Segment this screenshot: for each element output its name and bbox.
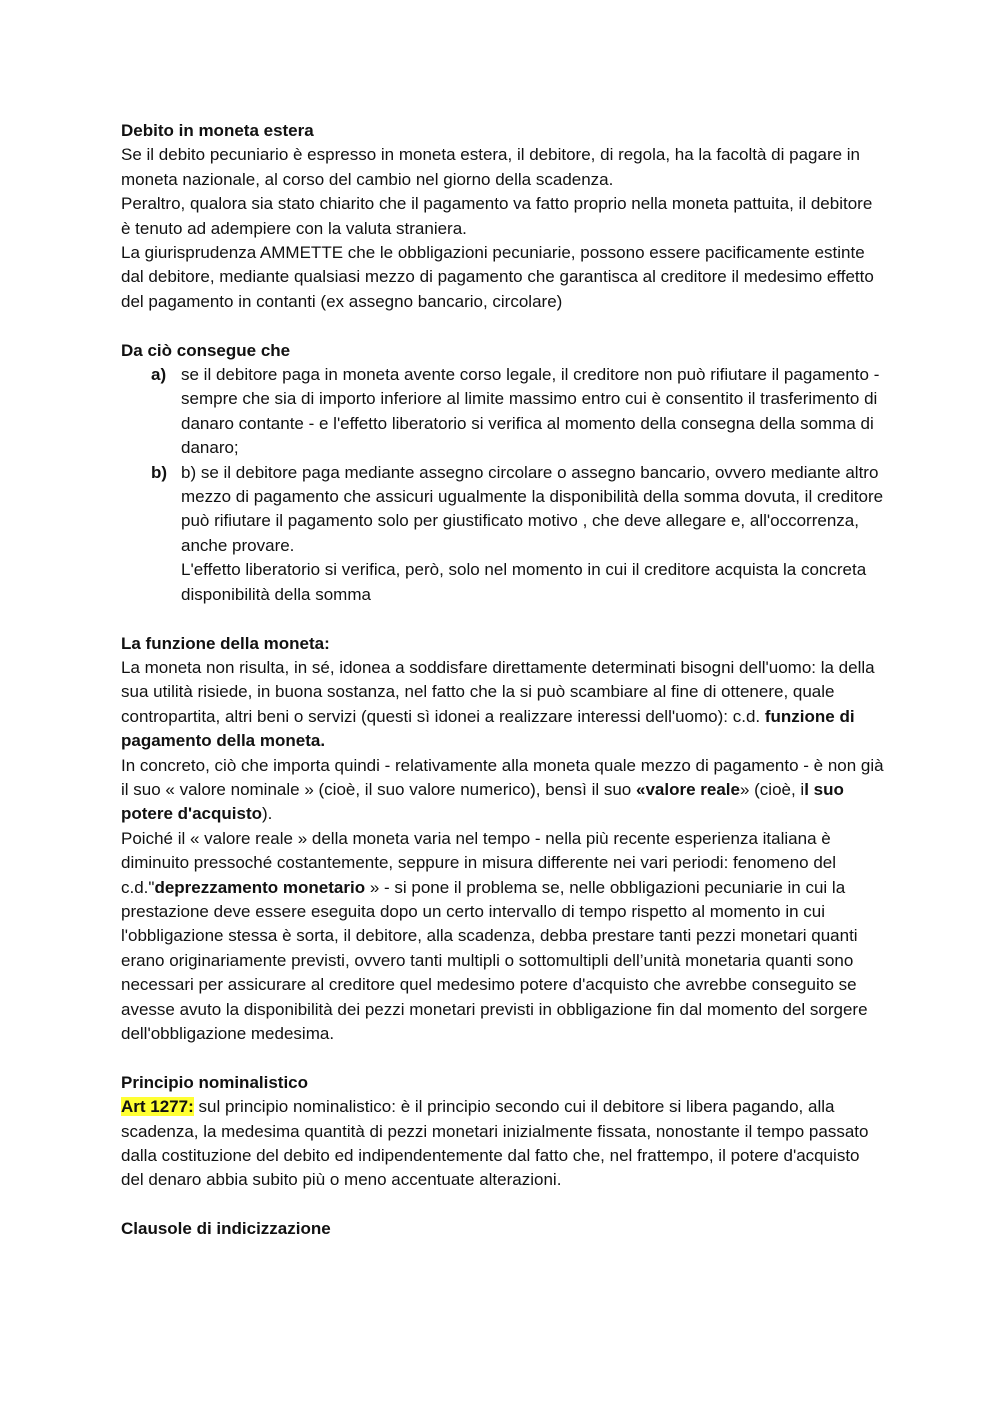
list-item-text: se il debitore paga in moneta avente corso legale, il creditore non può rifiutare il pagamento - sempre che sia di importo inferiore al limite massimo entro cui è consentito il trasferimento di danaro contante - e l'effetto liberatorio si verifica al momento della consegna della somma di danaro; xyxy=(181,365,880,458)
list-item xyxy=(121,363,886,461)
spacer xyxy=(121,1046,886,1070)
paragraph xyxy=(121,1095,886,1193)
bold-term: l suo potere d'acquisto xyxy=(121,779,844,824)
spacer xyxy=(121,607,886,631)
bold-term: deprezzamento monetario xyxy=(154,877,366,897)
paragraph xyxy=(121,827,886,1047)
highlighted-article-label: Art 1277: xyxy=(121,1097,194,1117)
section-heading-clausole-indicizzazione: Clausole di indicizzazione xyxy=(121,1219,331,1239)
bold-term: funzione di pagamento della moneta. xyxy=(121,706,855,751)
text-run: sul principio nominalistico: è il principio secondo cui il debitore si libera pagando, alla scadenza, la medesima quantità di pezzi monetari inizialmente fissata, nonostante il tempo passato dalla costituzione del debito ed indipendentemente dal fatto che, nel frattempo, il potere d'acquisto del denaro abbia subito più o meno accentuate alterazioni. xyxy=(121,1097,869,1190)
section-heading-funzione-moneta: La funzione della moneta: xyxy=(121,633,330,653)
paragraph xyxy=(121,656,886,754)
bold-term: «valore reale xyxy=(635,779,740,799)
spacer xyxy=(121,314,886,338)
text-run: La moneta non risulta, in sé, idonea a soddisfare direttamente determinati bisogni dell'uomo: la della sua utilità risiede, in buona sostanza, nel fatto che la si può scambiare al fine di ottenere, quale contropartita, altri beni o servizi (questi sì idonei a realizzare interessi dell'uomo): c.d. xyxy=(121,657,875,726)
text-run: In concreto, ciò che importa quindi - relativamente alla moneta quale mezzo di pagamento - è non già il suo « valore nominale » (cioè, il suo valore numerico), bensì il suo xyxy=(121,755,884,799)
text-run: » - si pone il problema se, nelle obbligazioni pecuniarie in cui la prestazione deve essere eseguita dopo un certo intervallo di tempo rispetto al momento in cui l'obbligazione stessa è sorta, il debitore, alla scadenza, debba prestare tanti pezzi monetari quanti erano originariamente previsti, ovvero tanti multipli o sottomultipli dell’unità monetaria quanti sono necessari per assicurare al creditore quel medesimo potere d'acquisto che avrebbe conseguito se avesse avuto la disponibilità dei pezzi monetari previsti in obbligazione fin dal momento del sorgere dell'obbligazione medesima. xyxy=(121,877,868,1043)
section-heading-debito-moneta-estera: Debito in moneta estera xyxy=(121,121,314,140)
consequence-list xyxy=(121,363,886,607)
paragraph: La giurisprudenza AMMETTE che le obbligazioni pecuniarie, possono essere pacificamente estinte dal debitore, mediante qualsiasi mezzo di pagamento che garantisca al creditore il medesimo effetto del pagamento in contanti (ex assegno bancario, circolare) xyxy=(121,243,874,311)
list-marker: a) xyxy=(151,365,167,385)
section-heading-consegue: Da ciò consegue che xyxy=(121,340,291,360)
text-run: Poiché il « valore reale » della moneta varia nel tempo - nella più recente esperienza italiana è diminuito pressoché costantemente, seppure in misura differente nei vari periodi: fenomeno del c.d." xyxy=(121,828,837,897)
list-item-text: L'effetto liberatorio si verifica, però, solo nel momento in cui il creditore acquista la concreta disponibilità della somma xyxy=(181,560,867,604)
text-run: » (cioè, i xyxy=(739,779,805,799)
list-item xyxy=(121,461,886,607)
text-run: ). xyxy=(262,804,273,824)
list-marker: b) xyxy=(151,462,168,482)
spacer xyxy=(121,1193,886,1217)
paragraph: Peraltro, qualora sia stato chiarito che il pagamento va fatto proprio nella moneta pattuita, il debitore è tenuto ad adempiere con la valuta straniera. xyxy=(121,194,873,238)
document-body xyxy=(121,119,886,1242)
paragraph: Se il debito pecuniario è espresso in moneta estera, il debitore, di regola, ha la facoltà di pagare in moneta nazionale, al corso del cambio nel giorno della scadenza. xyxy=(121,145,861,189)
list-item-text: b) se il debitore paga mediante assegno circolare o assegno bancario, ovvero mediante altro mezzo di pagamento che assicuri ugualmente la disponibilità della somma dovuta, il creditore può rifiutare il pagamento solo per giustificato motivo , che deve allegare e, all'occorrenza, anche provare. xyxy=(181,462,884,555)
section-heading-principio-nominalistico: Principio nominalistico xyxy=(121,1072,309,1092)
paragraph xyxy=(121,754,886,827)
